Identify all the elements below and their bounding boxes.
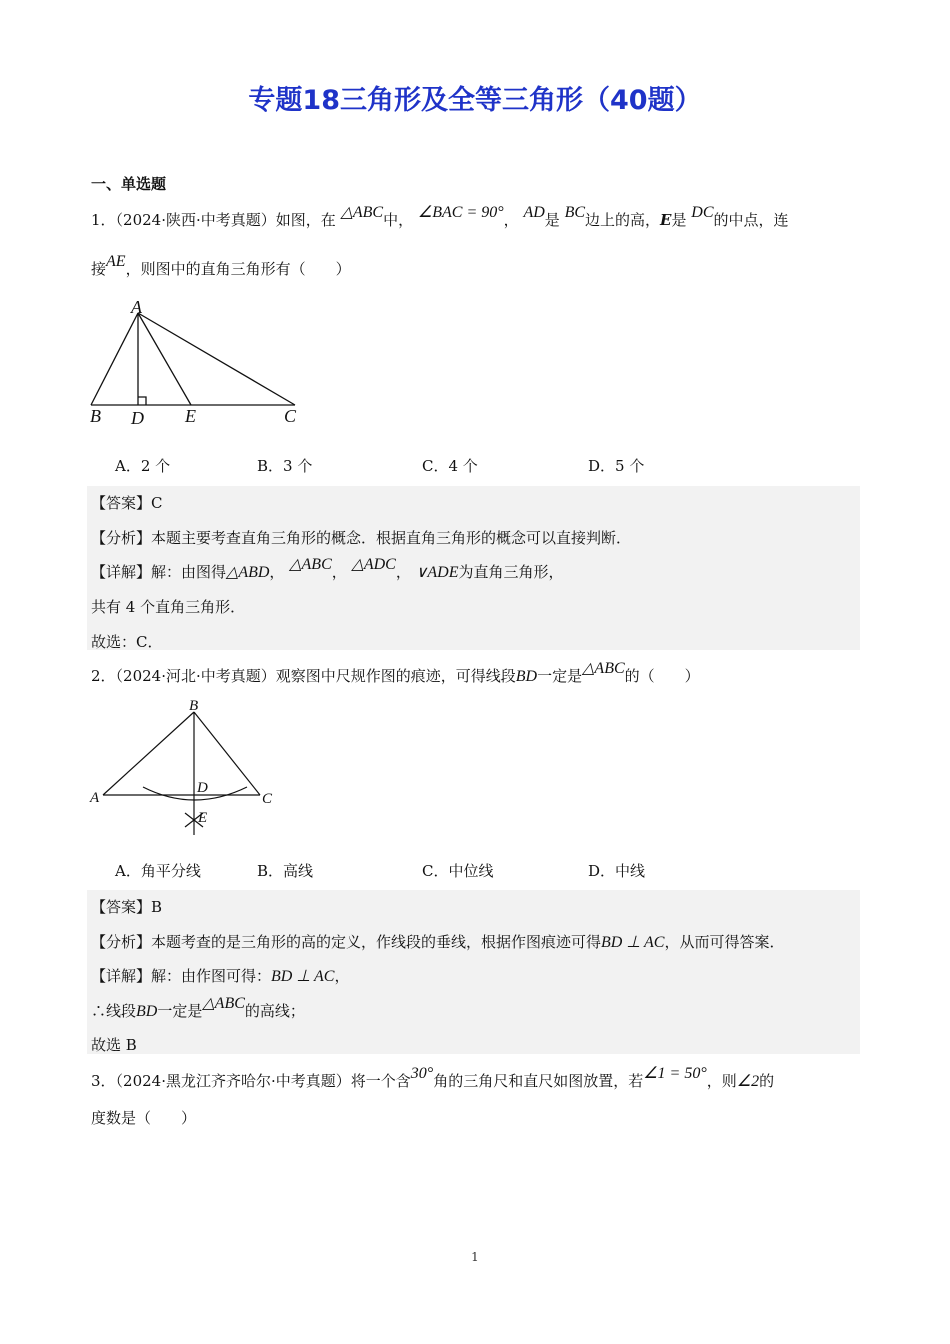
q1-answer: 【答案】C (91, 494, 163, 512)
q1-line2: 接AE，则图中的直角三角形有（ ） (91, 253, 351, 278)
q1-fig-label-e: E (185, 406, 196, 426)
q1-figure (85, 295, 310, 430)
q1-analysis: 【分析】本题主要考查直角三角形的概念．根据直角三角形的概念可以直接判断． (91, 529, 632, 547)
page-title: 专题18三角形及全等三角形（40题） (248, 85, 702, 116)
q1-option-b[interactable]: B．3 个 (257, 457, 313, 475)
q1-detail: 【详解】解：由图得△ABD， △ABC， △ADC， ∨ADE为直角三角形， (91, 556, 564, 581)
q2-fig-label-e: E (198, 810, 208, 826)
q3-line2: 度数是（ ） (91, 1109, 197, 1127)
q1-option-c[interactable]: C．4 个 (422, 457, 478, 475)
section-heading: 一、单选题 (91, 175, 167, 193)
q2-fig-label-c: C (262, 791, 273, 807)
q1-detail-2: 共有 4 个直角三角形． (91, 598, 246, 616)
q2-option-b[interactable]: B．高线 (257, 862, 314, 880)
q2-figure (85, 695, 285, 845)
q2-detail: 【详解】解：由作图可得：BD ⊥ AC， (91, 967, 350, 985)
q1-fig-label-b: B (90, 406, 101, 426)
q3-line1: 3．（2024·黑龙江齐齐哈尔·中考真题）将一个含30°角的三角尺和直尺如图放置，若∠1 = 50°，则∠2的 (91, 1065, 775, 1090)
q2-fig-label-a: A (90, 790, 100, 806)
q2-choose: 故选 B (91, 1036, 137, 1054)
q2-answer: 【答案】B (91, 898, 163, 916)
q1-fig-label-d: D (131, 408, 144, 428)
q2-option-c[interactable]: C．中位线 (422, 862, 494, 880)
q2-option-a[interactable]: A．角平分线 (115, 862, 201, 880)
q2-line1: 2．（2024·河北·中考真题）观察图中尺规作图的痕迹，可得线段BD一定是△ABC的（ ） (91, 660, 700, 685)
q1-fig-label-c: C (284, 406, 297, 426)
q1-option-d[interactable]: D．5 个 (588, 457, 645, 475)
q2-fig-label-d: D (197, 780, 208, 796)
q2-option-d[interactable]: D．中线 (588, 862, 646, 880)
q2-analysis: 【分析】本题考查的是三角形的高的定义，作线段的垂线，根据作图痕迹可得BD ⊥ AC，从而可得答案． (91, 933, 785, 951)
q1-choose: 故选：C． (91, 633, 163, 651)
q2-detail-2: ∴线段BD一定是△ABC的高线； (91, 995, 305, 1020)
q1-line1: 1．（2024·陕西·中考真题）如图，在 △ABC中， ∠BAC = 90°， AD是 BC边上的高，E是 DC的中点，连 (91, 204, 789, 229)
q2-fig-label-b: B (189, 698, 199, 714)
q1-option-a[interactable]: A．2 个 (115, 457, 171, 475)
q1-fig-label-a: A (131, 297, 142, 317)
page-number: 1 (471, 1250, 479, 1264)
